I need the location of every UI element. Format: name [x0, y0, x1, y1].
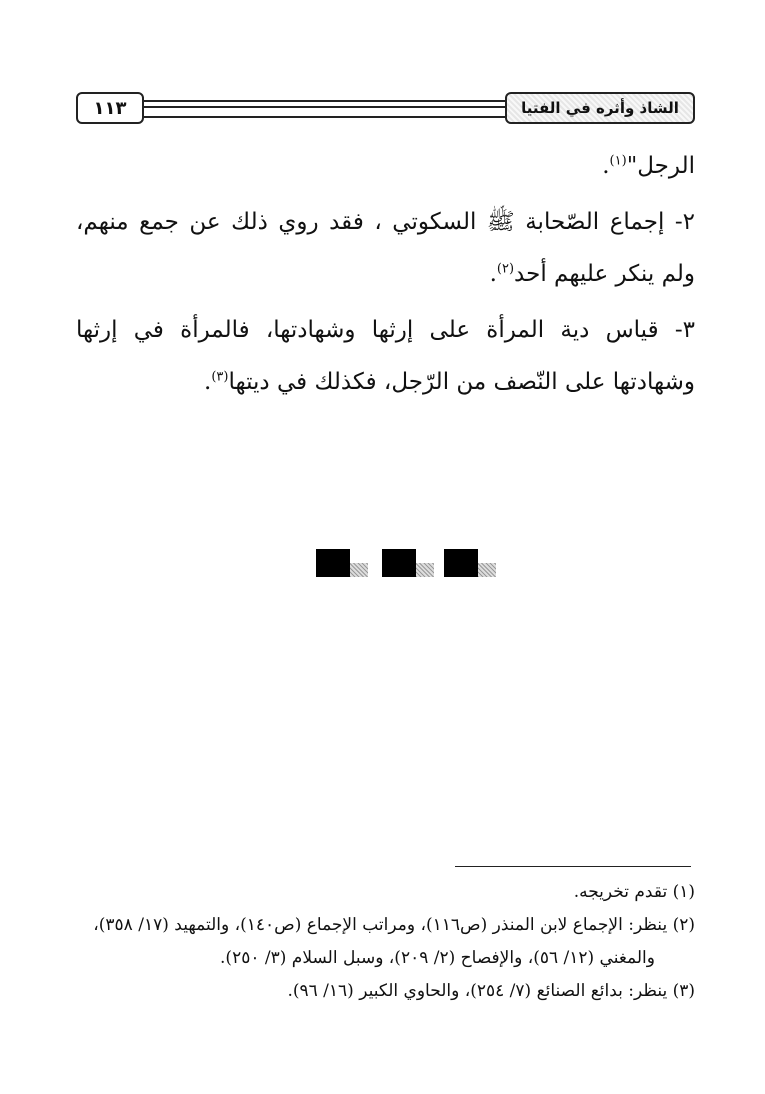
page-header: [76, 92, 695, 124]
item2-text: ٢- إجماع الصّحابة ﷺ السكوتي ، فقد روي ذلك عن جمع منهم، ولم ينكر عليهم أحد: [76, 209, 695, 287]
item2-end: .: [489, 261, 497, 287]
footnote-1: (١) تقدم تخريجه.: [573, 882, 695, 902]
item3-end: .: [204, 369, 212, 395]
section-end-ornament: [316, 549, 506, 579]
paragraph-continuation: [76, 140, 695, 192]
running-title: الشاذ وأثره في الفتيا: [505, 92, 695, 124]
paragraph-item-2: [76, 196, 695, 300]
line1-end: .: [602, 153, 610, 179]
ornament-square: [316, 549, 350, 577]
ornament-square: [444, 549, 478, 577]
paragraph-item-3: [76, 304, 695, 408]
line1-text: الرجل": [626, 153, 695, 179]
item3-text: ٣- قياس دية المرأة على إرثها وشهادتها، فالمرأة في إرثها وشهادتها على النّصف من الرّجل، فكذلك في ديتها: [76, 317, 695, 395]
ornament-shadow: [416, 563, 434, 577]
footnote-ref-3: (٣): [211, 369, 229, 385]
footnote-2-continued: والمغني (١٢/ ٥٦)، والإفصاح (٢/ ٢٠٩)، وسبل السلام (٣/ ٢٥٠).: [220, 948, 655, 968]
footnotes: [76, 876, 695, 1008]
ornament-shadow: [350, 563, 368, 577]
main-text: [76, 140, 695, 412]
ornament-square: [382, 549, 416, 577]
page-number: ١١٣: [76, 92, 144, 124]
header-rule: [144, 100, 505, 118]
footnote-ref-1: (١): [609, 153, 627, 169]
footnote-ref-2: (٢): [496, 261, 515, 277]
ornament-shadow: [478, 563, 496, 577]
footnote-2: (٢) ينظر: الإجماع لابن المنذر (ص١١٦)، ومراتب الإجماع (ص١٤٠)، والتمهيد (١٧/ ٣٥٨)،: [93, 915, 695, 935]
footnote-separator: [455, 866, 691, 867]
footnote-3: (٣) ينظر: بدائع الصنائع (٧/ ٢٥٤)، والحاوي الكبير (١٦/ ٩٦).: [287, 981, 695, 1001]
